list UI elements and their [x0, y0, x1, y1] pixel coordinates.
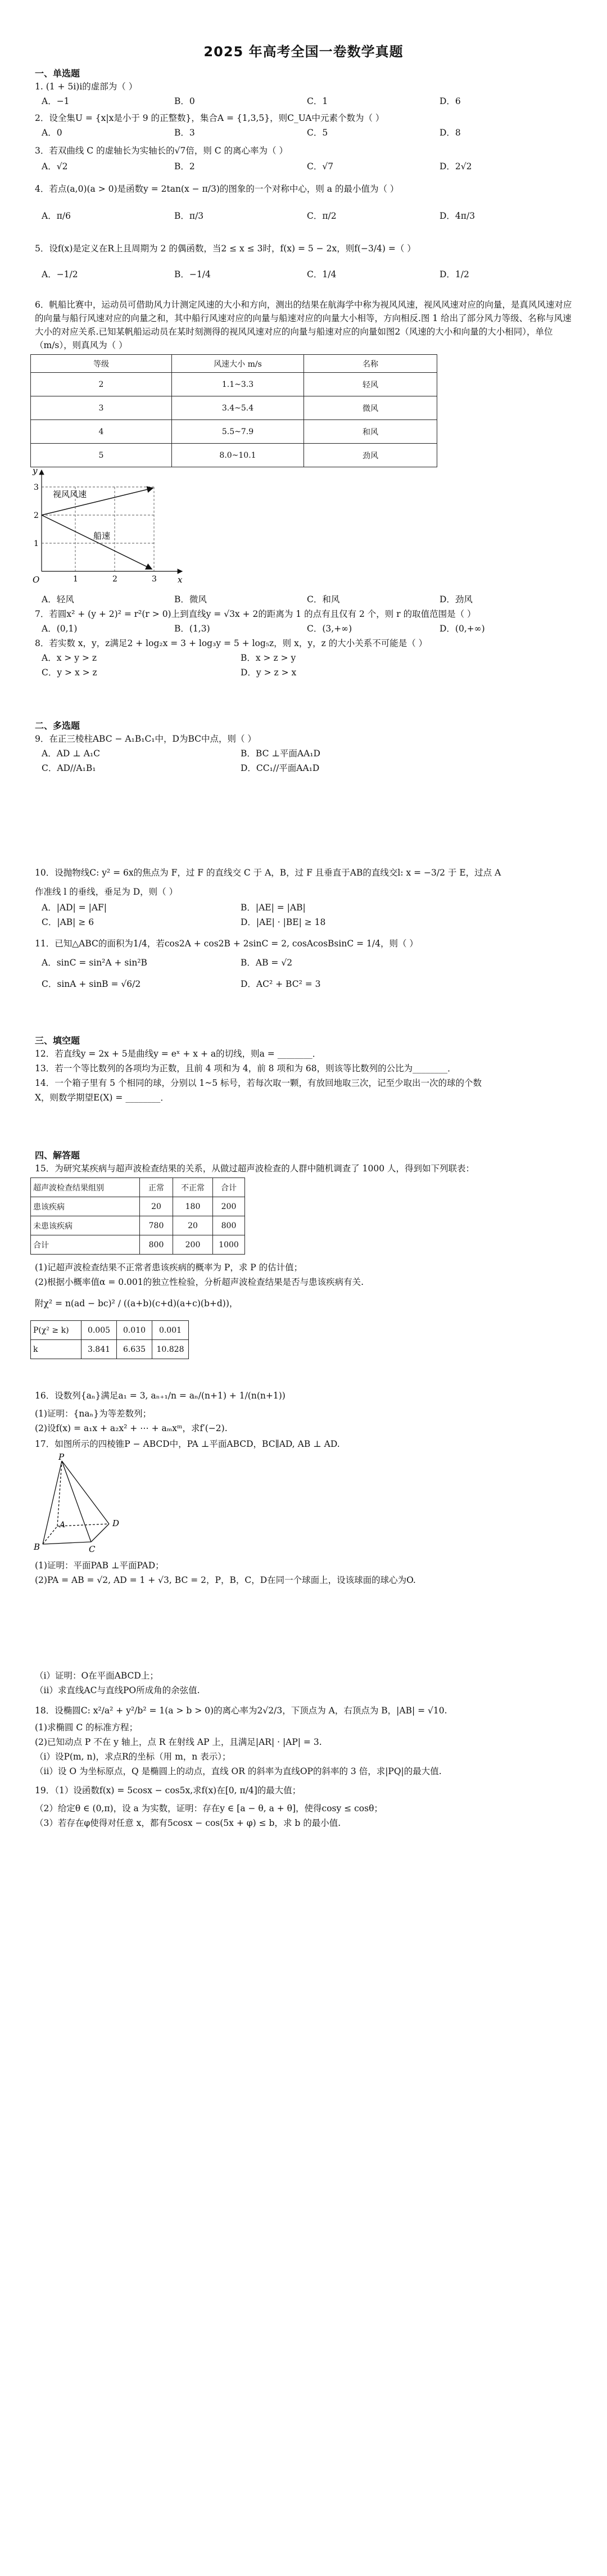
q14-stem-line2: X，则数学期望E(X) = ________．	[35, 1093, 169, 1103]
q17-vertex-b: B	[34, 1542, 40, 1552]
q9-option-b: B．BC ⊥平面AA₁D	[241, 748, 320, 759]
q15-pcell: 0.005	[81, 1321, 117, 1340]
q3-option-c: C．√7	[307, 161, 334, 172]
q6-tick-y2: 2	[34, 511, 39, 520]
q15-formula: 附χ² = n(ad − bc)² / ((a+b)(c+d)(a+c)(b+d))，	[35, 1298, 238, 1309]
q5-option-c: C．1/4	[307, 269, 337, 279]
q8-option-c: C．y > x > z	[42, 667, 97, 678]
q6-cell: 8.0~10.1	[172, 444, 304, 467]
q6-options	[42, 593, 552, 605]
q17-part2: (2)PA = AB = √2, AD = 1 + √3, BC = 2，P，B，C，D在同一个球面上，设该球面的球心为O.	[35, 1575, 416, 1585]
q6-tick-x3: 3	[152, 575, 157, 584]
q8-options-row2	[42, 666, 440, 678]
q15-cell: 未患该疾病	[31, 1216, 140, 1235]
q7-option-c: C．(3,+∞)	[307, 624, 352, 634]
q3-option-a: A．√2	[42, 161, 68, 172]
q5-option-d: D．1/2	[440, 269, 469, 279]
q1-option-a: A．−1	[42, 96, 70, 106]
q6-vector-figure	[30, 464, 188, 588]
q3-options	[42, 160, 552, 172]
q4-option-c: C．π/2	[307, 211, 337, 221]
q6-cell: 3	[31, 396, 172, 420]
q15-critical-value-table	[30, 1320, 189, 1359]
q6-tick-y3: 3	[34, 483, 39, 492]
q15-cell: 20	[140, 1197, 173, 1216]
q1-options	[42, 94, 552, 107]
q18-part2: (2)已知动点 P 不在 y 轴上，点 R 在射线 AP 上，且满足|AR| · |AP| = 3.	[35, 1737, 322, 1747]
q15-pcell: P(χ² ≥ k)	[31, 1321, 81, 1340]
section-multi-choice: 二、多选题	[35, 720, 80, 731]
q18-stem: 18．设椭圆C: x²/a² + y²/b² = 1(a > b > 0)的离心率为2√2/3，下顶点为 A，右顶点为 B，|AB| = √10.	[35, 1706, 447, 1716]
q11-option-d: D．AC² + BC² = 3	[241, 979, 321, 989]
section-free-response: 四、解答题	[35, 1150, 80, 1161]
q17-sub1: （i）证明：O在平面ABCD上；	[35, 1671, 158, 1681]
q2-stem: 2．设全集U = {x|x是小于 9 的正整数}，集合A = {1,3,5}，则C_UA中元素个数为（ ）	[35, 113, 384, 123]
q17-vertex-p: P	[58, 1453, 65, 1462]
q6-th-level: 等级	[31, 355, 172, 373]
q6-cell: 4	[31, 420, 172, 444]
q11-options-row2	[42, 977, 440, 990]
q2-option-b: B．3	[174, 128, 195, 138]
q4-option-d: D．4π/3	[440, 211, 475, 221]
q18-sub1: （i）设P(m, n)，求点R的坐标（用 m，n 表示）；	[35, 1752, 231, 1762]
q2-option-c: C．5	[307, 128, 328, 138]
q9-stem: 9．在正三棱柱ABC − A₁B₁C₁中，D为BC中点，则（ ）	[35, 734, 256, 744]
q15-pcell: 10.828	[152, 1340, 189, 1359]
q11-option-a: A．sinC = sin²A + sin²B	[42, 958, 147, 968]
q15-pcell: 3.841	[81, 1340, 117, 1359]
q15-cell: 20	[173, 1216, 213, 1235]
q6-option-a: A．轻风	[42, 594, 74, 604]
q7-option-b: B．(1,3)	[174, 624, 210, 634]
q17-vertex-d: D	[112, 1518, 120, 1528]
q8-option-a: A．x > y > z	[42, 653, 97, 663]
q6-tick-y1: 1	[34, 539, 39, 548]
q1-stem: 1. (1 + 5i)i的虚部为（ ）	[35, 82, 138, 92]
q6-tick-x2: 2	[112, 575, 117, 584]
q12-stem: 12．若直线y = 2x + 5是曲线y = eˣ + x + a的切线，则a = ________．	[35, 1049, 321, 1059]
q10-option-d: D．|AE| · |BE| ≥ 18	[241, 917, 326, 927]
q15-pcell: 0.001	[152, 1321, 189, 1340]
q9-option-d: D．CC₁//平面AA₁D	[241, 763, 320, 773]
q15-cell: 不正常	[173, 1178, 213, 1197]
q4-option-b: B．π/3	[174, 211, 204, 221]
q3-option-d: D．2√2	[440, 161, 472, 172]
q6-grid	[42, 487, 154, 571]
q17-sub2: （ii）求直线AC与直线PO所成角的余弦值.	[35, 1685, 200, 1695]
q17-part1: (1)证明：平面PAB ⊥平面PAD；	[35, 1560, 164, 1571]
q10-stem-line1: 10．设抛物线C: y² = 6x的焦点为 F，过 F 的直线交 C 于 A，B，过 F 且垂直于AB的直线交l: x = −3/2 于 E，过点 A	[35, 868, 501, 878]
q10-option-b: B．|AE| = |AB|	[241, 903, 306, 913]
q10-option-a: A．|AD| = |AF|	[42, 903, 107, 913]
q18-part1: (1)求椭圆 C 的标准方程；	[35, 1722, 138, 1733]
q5-options	[42, 268, 552, 280]
q10-options-row2	[42, 915, 440, 928]
q15-cell: 800	[140, 1235, 173, 1255]
q6-option-b: B．微风	[174, 594, 207, 604]
q6-cell: 劲风	[304, 444, 437, 467]
q6-cell: 轻风	[304, 373, 437, 396]
q4-option-a: A．π/6	[42, 211, 71, 221]
q8-stem: 8．若实数 x，y，z满足2 + log₂x = 3 + log₃y = 5 + log₅z，则 x，y，z 的大小关系不可能是（ ）	[35, 638, 428, 648]
section-single-choice: 一、单选题	[35, 68, 80, 79]
q15-cell: 患该疾病	[31, 1197, 140, 1216]
q15-cell: 正常	[140, 1178, 173, 1197]
q15-cell: 200	[213, 1197, 245, 1216]
q6-cell: 1.1~3.3	[172, 373, 304, 396]
q15-cell: 800	[213, 1216, 245, 1235]
q17-stem: 17．如图所示的四棱锥P − ABCD中，PA ⊥平面ABCD，BC∥AD, AB ⊥ AD.	[35, 1439, 340, 1449]
q15-stem: 15．为研究某疾病与超声波检查结果的关系，从做过超声波检查的人群中随机调查了 1000 人，得到如下列联表：	[35, 1163, 475, 1174]
q11-options-row1	[42, 956, 440, 968]
q9-option-a: A．AD ⊥ A₁C	[42, 748, 101, 759]
q4-stem: 4．若点(a,0)(a > 0)是函数y = 2tan(x − π/3)的图象的一个对称中心，则 a 的最小值为（ ）	[35, 184, 399, 194]
q11-option-c: C．sinA + sinB = √6/2	[42, 979, 141, 989]
q2-options	[42, 126, 552, 138]
q14-stem-line1: 14．一个箱子里有 5 个相同的球，分别以 1~5 标号，若每次取一颗，有放回地取三次，记至少取出一次的球的个数	[35, 1078, 482, 1088]
q6-boat-speed-vector	[42, 515, 152, 569]
q10-options-row1	[42, 901, 440, 913]
q18-sub2: （ii）设 O 为坐标原点，Q 是椭圆上的动点，直线 OR 的斜率为直线OP的斜率的 3 倍，求|PQ|的最大值.	[35, 1766, 442, 1776]
q2-option-d: D．8	[440, 128, 461, 138]
q6-label-wind: 视风风速	[53, 489, 87, 499]
q6-cell: 2	[31, 373, 172, 396]
q19-part3: （3）若存在φ使得对任意 x，都有5cosx − cos(5x + φ) ≤ b，求 b 的最小值.	[35, 1818, 341, 1828]
q7-option-d: D．(0,+∞)	[440, 624, 485, 634]
q1-option-b: B．0	[174, 96, 195, 106]
q1-option-c: C．1	[307, 96, 328, 106]
q17-vertex-c: C	[89, 1544, 96, 1554]
q13-stem: 13．若一个等比数列的各项均为正数，且前 4 项和为 4，前 8 项和为 68，则该等比数列的公比为________．	[35, 1063, 456, 1073]
q10-stem-line2: 作准线 l 的垂线，垂足为 D，则（ ）	[35, 887, 178, 897]
q6-th-name: 名称	[304, 355, 437, 373]
q16-stem: 16．设数列{aₙ}满足a₁ = 3, aₙ₊₁/n = aₙ/(n+1) + 1/(n(n+1))	[35, 1391, 286, 1401]
q3-option-b: B．2	[174, 161, 195, 172]
q15-contingency-table	[30, 1178, 245, 1255]
q15-cell: 合计	[31, 1235, 140, 1255]
q5-option-b: B．−1/4	[174, 269, 211, 279]
q11-stem: 11．已知△ABC的面积为1/4，若cos2A + cos2B + 2sinC = 2, cosAcosBsinC = 1/4，则（ ）	[35, 939, 418, 949]
q17-vertex-a: A	[60, 1521, 66, 1530]
q15-part1: (1)记超声波检查结果不正常者患该疾病的概率为 P，求 P 的估计值；	[35, 1262, 303, 1273]
section-fill-blank: 三、填空题	[35, 1035, 80, 1046]
q16-part2: (2)设f(x) = a₁x + a₂x² + ⋯ + aₘxᵐ，求f′(−2).	[35, 1423, 228, 1433]
q6-label-boat: 船速	[93, 531, 111, 541]
q6-cell: 5	[31, 444, 172, 467]
q9-options-row2	[42, 761, 440, 774]
q15-cell: 180	[173, 1197, 213, 1216]
q8-options-row1	[42, 651, 440, 664]
q6-wind-table	[30, 354, 437, 467]
q6-stem: 6．帆船比赛中，运动员可借助风力计测定风速的大小和方向，测出的结果在航海学中称为视风风速，视风风速对应的向量，是真风风速对应的向量与船行风速对应的向量之和，其中船行风速对应的向量与船速对应的向量大小相等，方向相反.图 1 给出了部分风力等级、名称与风速大小的对应关系.已知某帆船运动员在某时刻测得的视风风速对应的向量与船速对应的向量如图2（风速的大小和向量的大小相同），单位（m/s），则真风为（ ）	[35, 300, 572, 350]
q8-option-b: B．x > z > y	[241, 653, 296, 663]
q6-cell: 和风	[304, 420, 437, 444]
q6-option-d: D．劲风	[440, 594, 473, 604]
q19-part1: 19．（1）设函数f(x) = 5cosx − cos5x,求f(x)在[0, π/4]的最大值；	[35, 1785, 301, 1795]
q6-cell: 5.5~7.9	[172, 420, 304, 444]
q5-stem: 5．设f(x)是定义在R上且周期为 2 的偶函数，当2 ≤ x ≤ 3时，f(x) = 5 − 2x，则f(−3/4) =（ ）	[35, 243, 416, 254]
exam-title: 2025 年高考全国一卷数学真题	[203, 44, 404, 60]
q6-label-origin: O	[33, 575, 40, 585]
q6-cell: 微风	[304, 396, 437, 420]
q16-part1: (1)证明：{naₙ}为等差数列；	[35, 1409, 152, 1419]
q15-cell: 200	[173, 1235, 213, 1255]
q6-option-c: C．和风	[307, 594, 340, 604]
q6-cell: 3.4~5.4	[172, 396, 304, 420]
q7-option-a: A．(0,1)	[42, 624, 78, 634]
q1-option-d: D．6	[440, 96, 461, 106]
q7-stem: 7．若圆x² + (y + 2)² = r²(r > 0)上到直线y = √3x + 2的距离为 1 的点有且仅有 2 个，则 r 的取值范围是（ ）	[35, 609, 476, 619]
q17-pyramid-figure	[30, 1453, 165, 1554]
q15-cell: 780	[140, 1216, 173, 1235]
q15-pcell: k	[31, 1340, 81, 1359]
q15-cell: 超声波检查结果组别	[31, 1178, 140, 1197]
q15-cell: 1000	[213, 1235, 245, 1255]
q6-label-x: x	[178, 575, 183, 585]
q5-option-a: A．−1/2	[42, 269, 78, 279]
q4-options	[42, 209, 552, 222]
q6-th-speed: 风速大小 m/s	[172, 355, 304, 373]
q6-tick-x1: 1	[73, 575, 78, 584]
q10-option-c: C．|AB| ≥ 6	[42, 917, 94, 927]
q8-option-d: D．y > z > x	[241, 667, 297, 678]
q15-pcell: 0.010	[117, 1321, 152, 1340]
q11-option-b: B．AB = √2	[241, 958, 293, 968]
q15-pcell: 6.635	[117, 1340, 152, 1359]
q9-options-row1	[42, 747, 440, 759]
q2-option-a: A．0	[42, 128, 62, 138]
q19-part2: （2）给定θ ∈ (0,π)，设 a 为实数，证明：存在y ∈ [a − θ, a + θ]，使得cosy ≤ cosθ；	[35, 1803, 383, 1813]
q9-option-c: C．AD//A₁B₁	[42, 763, 96, 773]
q15-cell: 合计	[213, 1178, 245, 1197]
q15-part2: (2)根据小概率值α = 0.001的独立性检验，分析超声波检查结果是否与患该疾病有关.	[35, 1277, 364, 1287]
q6-label-y: y	[33, 466, 38, 476]
q7-options	[42, 622, 552, 634]
q3-stem: 3．若双曲线 C 的虚轴长为实轴长的√7倍，则 C 的离心率为（ ）	[35, 146, 288, 156]
